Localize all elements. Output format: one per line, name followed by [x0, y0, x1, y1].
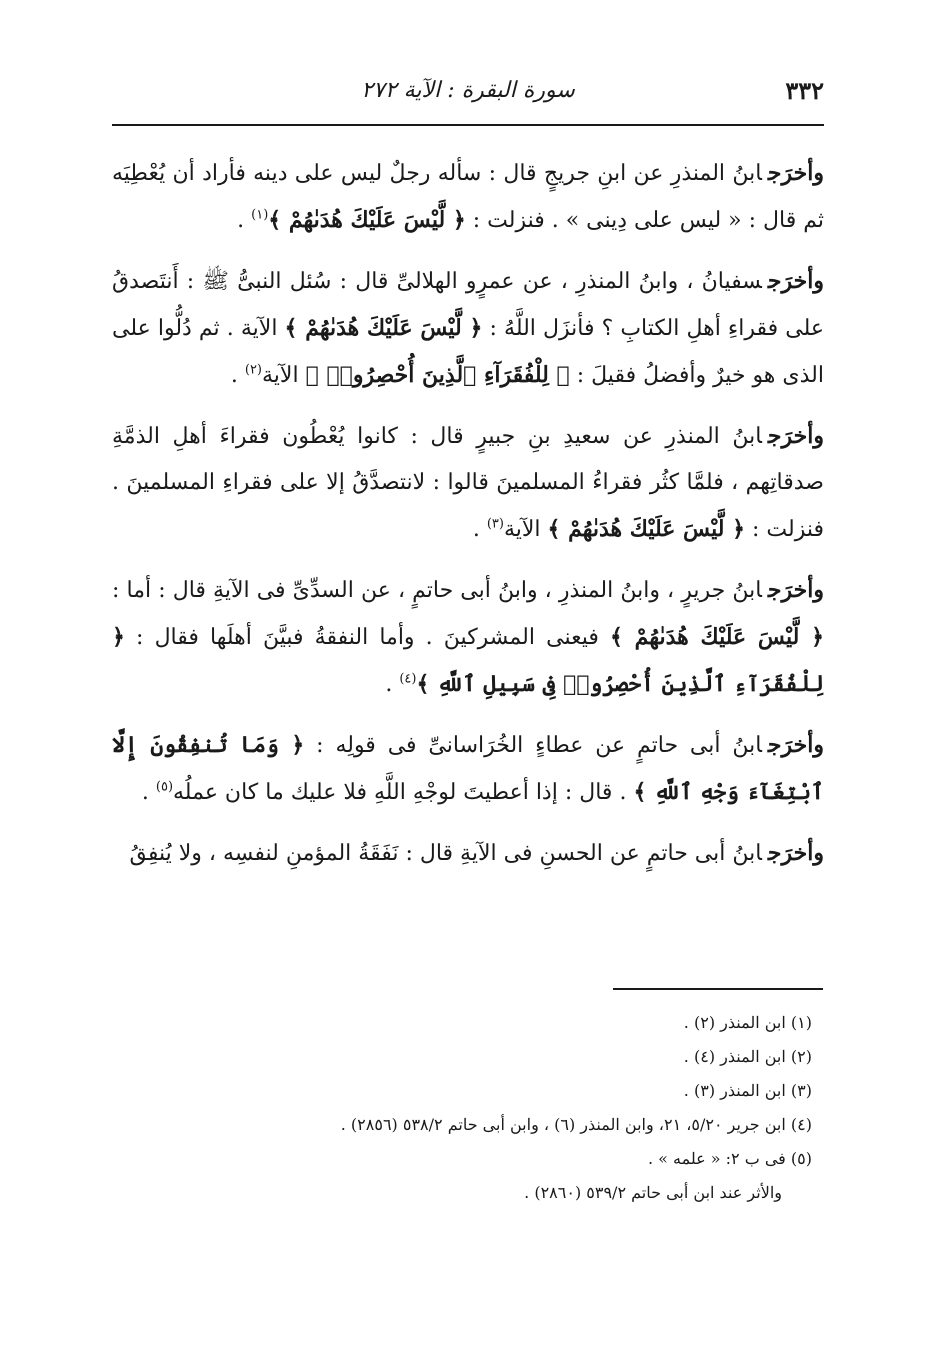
quran-verse-2: ﴿ لِلْفُقَرَآءِ ٱلَّذِينَ أُحْصِرُوا۟ فِى سَبِيلِ ٱللَّهِ ﴾: [112, 624, 824, 697]
paragraph-text-2: فيعنى المشركينَ . وأما النفقةُ فبيَّنَ أهلَها فقال :: [124, 625, 610, 650]
paragraph-4: [112, 567, 824, 708]
paragraph-lead: وأخرَج: [767, 160, 824, 186]
paragraph-lead: وأخرَج: [767, 732, 824, 758]
paragraph-tail: .: [385, 672, 400, 697]
paragraph-2: [112, 258, 824, 399]
paragraph-text: ابنُ المنذرِ عن سعيدِ بنِ جبيرٍ قال : كانوا يُعْطُون فقراءَ أهلِ الذمَّةِ صدقاتِهم ، فلمَّا كثُر فقراءُ المسلمينَ قالوا : لانتصدَّقُ إلا على فقراءِ المسلمينَ . فنزلت :: [112, 424, 824, 542]
quran-verse: ﴿ لَّيْسَ عَلَيْكَ هُدَىٰهُمْ ﴾: [284, 315, 483, 341]
paragraph-tail: .: [141, 780, 156, 805]
quran-verse: ﴿ لَّيْسَ عَلَيْكَ هُدَىٰهُمْ ﴾: [268, 207, 466, 233]
footnote-4: (٤) ابن جرير ٥/٢٠، ٢١، وابن المنذر (٦) ، وابن أبى حاتم ٥٣٨/٢ (٢٨٥٦) .: [340, 1115, 812, 1134]
footnote-ref: (٣): [486, 516, 504, 532]
paragraph-lead: وأخرَج: [767, 577, 824, 603]
paragraph-tail: .: [237, 208, 252, 233]
page-number: ٣٣٢: [785, 76, 824, 105]
footnote-2: (٢) ابن المنذر (٤) .: [683, 1047, 812, 1066]
quran-verse: ﴿ لَّيْسَ عَلَيْكَ هُدَىٰهُمْ ﴾: [547, 516, 745, 542]
quran-verse: ﴿ وَمَا تُنفِقُونَ إِلَّا ٱبْتِغَآءَ وَجْهِ ٱللَّهِ ﴾: [112, 732, 824, 805]
footnote-5: (٥) فى ب ٢: « علمه » .: [647, 1149, 812, 1168]
footnote-ref: (٥): [155, 779, 174, 795]
footnote-5-continuation: والأثر عند ابن أبى حاتم ٥٣٩/٢ (٢٨٦٠) .: [524, 1183, 782, 1202]
paragraph-tail: .: [230, 363, 245, 388]
footnotes: [112, 1006, 812, 1210]
paragraph-text: ابنُ أبى حاتمٍ عن عطاءٍ الخُرَاسانىِّ فى قولِه :: [304, 733, 762, 758]
footnote-ref: (١): [251, 207, 269, 223]
paragraph-text: سفيانُ ، وابنُ المنذرِ ، عن عمرٍو الهلالىِّ قال : سُئل النبىُّ ﷺ : أَنتَصدقُ على فقراءِ أهلِ الكتابِ ؟ فأنزَل اللَّهُ :: [112, 269, 825, 341]
paragraph-text: ابنُ جريرٍ ، وابنُ المنذرِ ، وابنُ أبى حاتمٍ ، عن السدِّىِّ فى الآيةِ قال : أما :: [112, 578, 762, 603]
paragraph-3: [112, 413, 824, 553]
quran-verse-2: ﴿ لِلْفُقَرَآءِ ٱلَّذِينَ أُحْصِرُوا۟ ﴾: [305, 362, 570, 388]
paragraph-text: ابنُ المنذرِ عن ابنِ جريجٍ قال : سأله رجلٌ ليس على دينه فأراد أن يُعْطِيَه ثم قال : « ليس على دِينى » . فنزلت :: [112, 161, 824, 233]
header-rule: [112, 124, 824, 126]
quran-verse: ﴿ لَّيْسَ عَلَيْكَ هُدَىٰهُمْ ﴾: [609, 624, 824, 650]
footnote-rule: [613, 988, 823, 990]
body-text: [112, 150, 824, 891]
footnote-3: (٣) ابن المنذر (٣) .: [683, 1081, 812, 1100]
paragraph-tail: .: [472, 517, 487, 542]
paragraph-text-2: الآية: [503, 517, 548, 542]
paragraph-text-2: . قال : إذا أعطيتَ لوجْهِ اللَّهِ فلا عليك ما كان عملُه: [173, 780, 634, 805]
paragraph-lead: وأخرَج: [767, 423, 824, 449]
paragraph-6: [112, 830, 824, 877]
paragraph-text-2: الآية . ثم دُلُّوا على الذى هو خيرٌ وأفضلُ فقيلَ :: [112, 316, 824, 388]
page-header: [112, 72, 824, 116]
paragraph-lead: وأخرَج: [767, 840, 824, 866]
paragraph-1: [112, 150, 824, 244]
paragraph-lead: وأخرَج: [767, 268, 824, 294]
paragraph-5: [112, 722, 824, 816]
footnote-1: (١) ابن المنذر (٢) .: [683, 1013, 812, 1032]
paragraph-text: ابنُ أبى حاتمٍ عن الحسنِ فى الآيةِ قال : نَفَقَةُ المؤمنِ لنفسِه ، ولا يُنفِقُ: [129, 841, 762, 866]
footnote-ref: (٤): [399, 671, 417, 687]
footnote-ref: (٢): [244, 362, 262, 378]
running-title: سورة البقرة : الآية ٢٧٢: [361, 78, 575, 103]
paragraph-text-3: الآية: [262, 363, 306, 388]
